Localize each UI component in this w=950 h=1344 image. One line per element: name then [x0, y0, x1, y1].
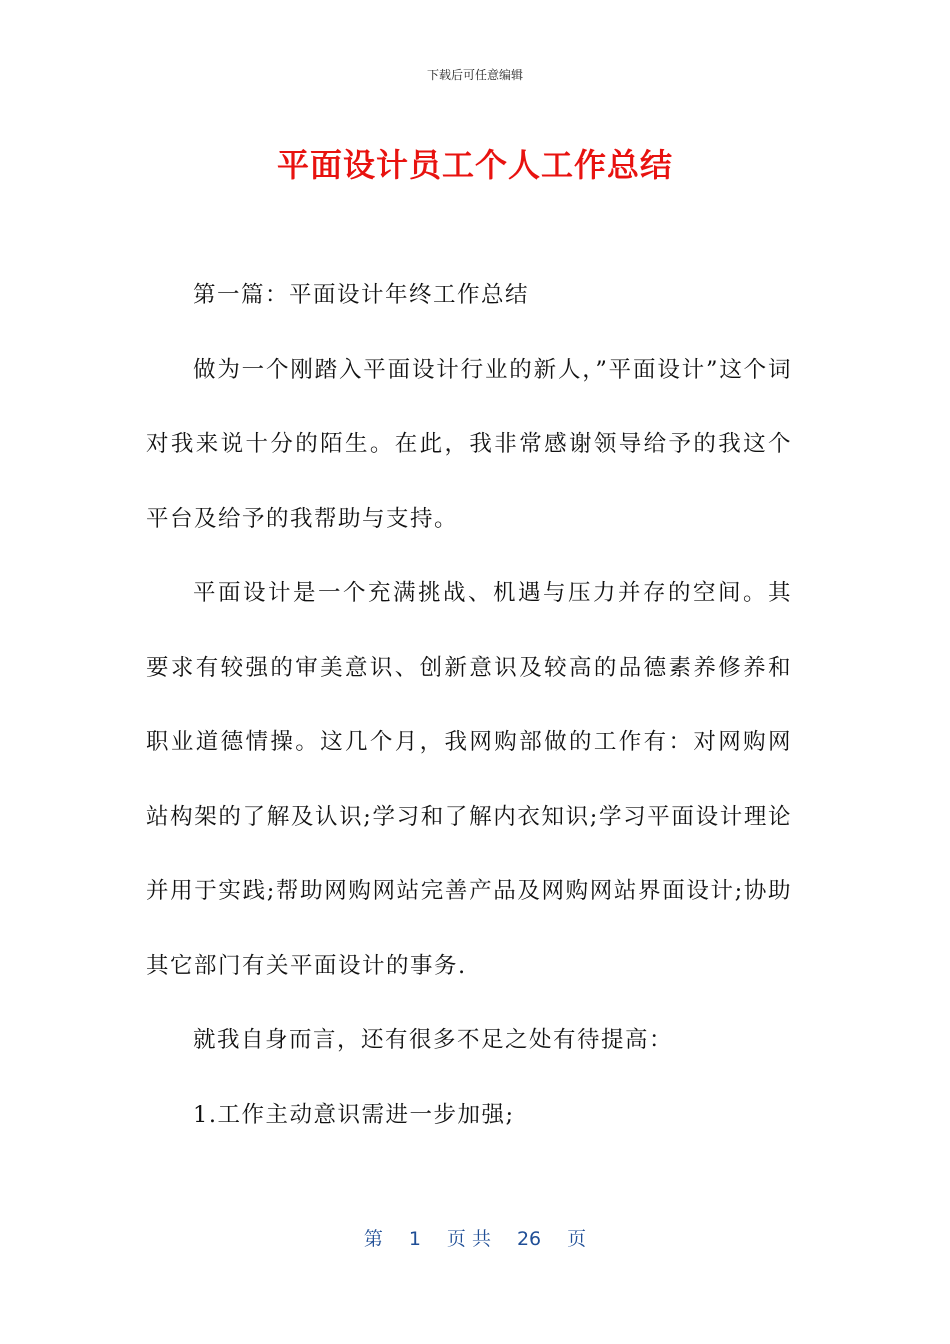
paragraph-shortcomings: 就我自身而言，还有很多不足之处有待提高： [193, 1027, 674, 1053]
header-note: 下载后可任意编辑 [426, 68, 523, 82]
footer-total-pages: 26 [516, 1228, 542, 1250]
paragraph-section-heading: 第一篇：平面设计年终工作总结 [193, 282, 530, 308]
document-title: 平面设计员工个人工作总结 [276, 146, 673, 184]
paragraph-list-item-1: 1.工作主动意识需进一步加强; [193, 1101, 515, 1128]
paragraph-intro: 做为一个刚踏入平面设计行业的新人，”平面设计”这个词对我来说十分的陌生。在此，我非常感谢领导给予的我这个平台及给予的我帮助与支持。 [146, 356, 792, 532]
footer-page-prefix: 第 [363, 1228, 383, 1250]
paragraph-work-description: 平面设计是一个充满挑战、机遇与压力并存的空间。其要求有较强的审美意识、创新意识及较高的品德素养修养和职业道德情操。这几个月，我网购部做的工作有：对网购网站构架的了解及认识;学习和了解内衣知识;学习平面设计理论并用于实践;帮助网购网站完善产品及网购网站界面设计;协助其它部门有关平面设计的事务. [146, 580, 792, 979]
footer-page-middle: 页 共 [446, 1228, 491, 1250]
page-footer [0, 1224, 950, 1251]
footer-current-page: 1 [408, 1228, 421, 1250]
footer-page-suffix: 页 [567, 1228, 587, 1250]
document-body [146, 258, 792, 1152]
